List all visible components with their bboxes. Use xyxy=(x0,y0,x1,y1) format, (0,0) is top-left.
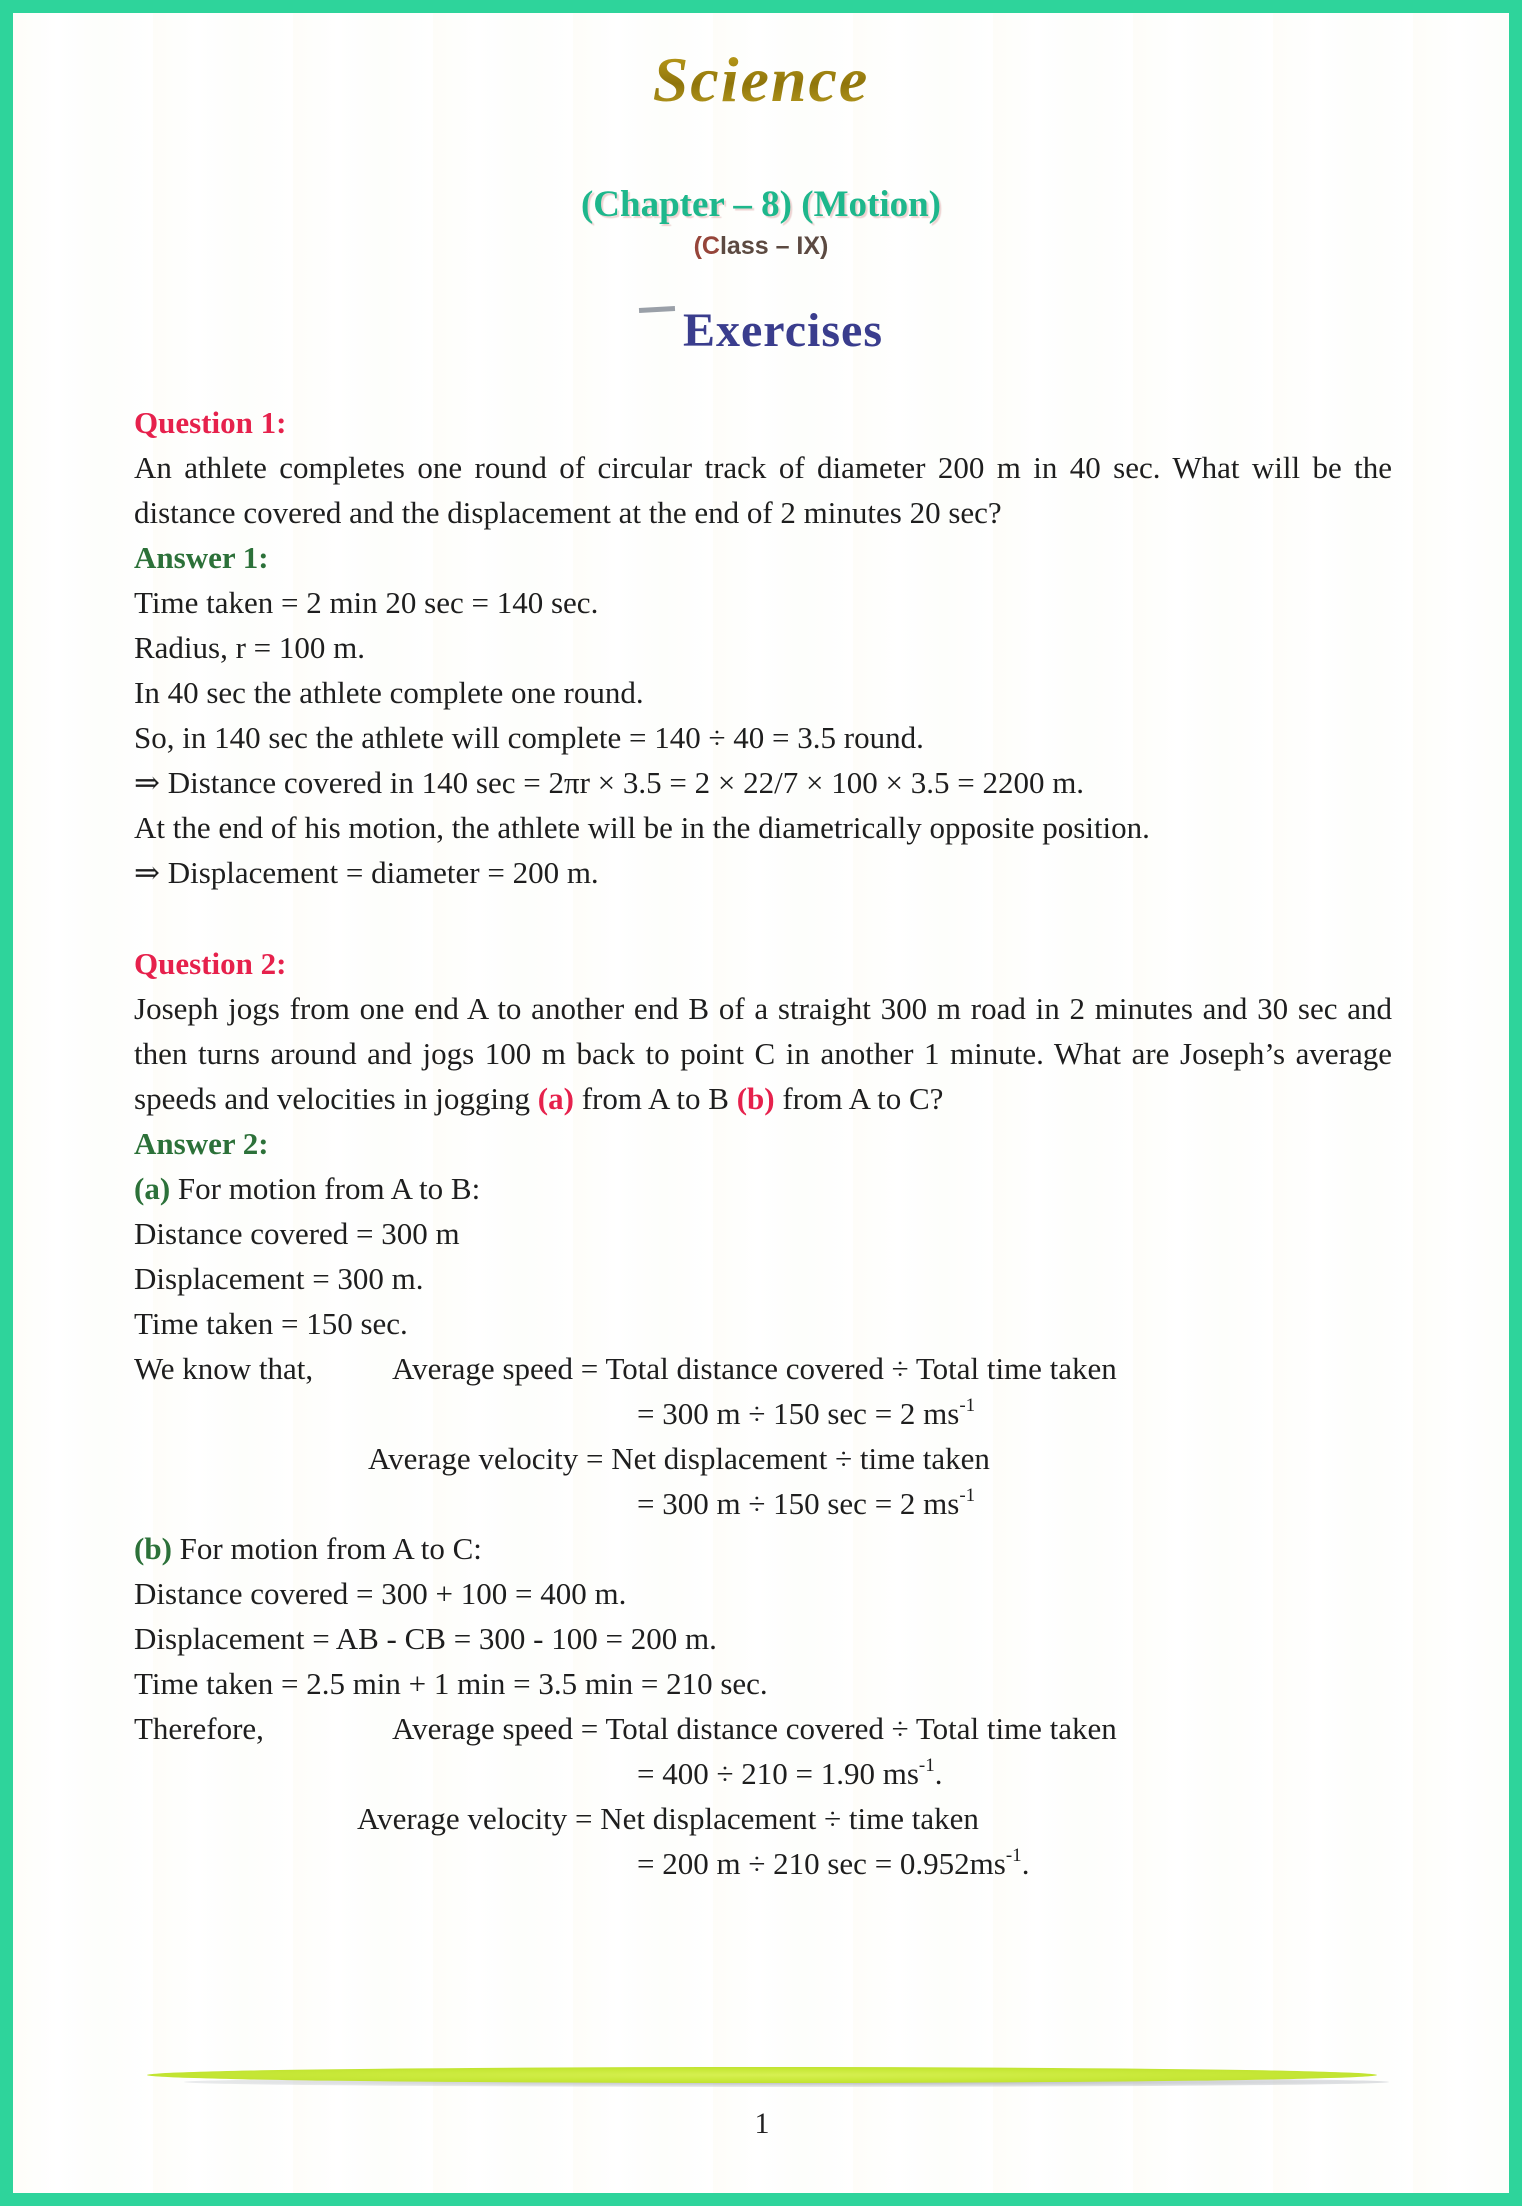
page-content xyxy=(13,400,1509,1886)
part-b-marker: (b) xyxy=(134,1531,172,1566)
answer-line: ⇒ Displacement = diameter = 200 m. xyxy=(134,855,599,890)
formula-line xyxy=(134,1796,1392,1841)
formula-text: Average velocity = Net displacement ÷ time taken xyxy=(357,1801,979,1836)
formula-text: Average velocity = Net displacement ÷ time taken xyxy=(368,1441,990,1476)
question-2-text xyxy=(134,986,1392,1121)
answer-line: At the end of his motion, the athlete will be in the diametrically opposite position. xyxy=(134,810,1150,845)
page-header xyxy=(13,43,1509,358)
answer-line: ⇒ Distance covered in 140 sec = 2πr × 3.5 = 2 × 22/7 × 100 × 3.5 = 2200 m. xyxy=(134,765,1085,800)
answer-part-b-heading xyxy=(134,1526,1392,1571)
answer-line: Distance covered = 300 m xyxy=(134,1216,460,1251)
answer-2-section xyxy=(134,1121,1392,1886)
answer-line: Time taken = 150 sec. xyxy=(134,1306,408,1341)
answer-1-label: Answer 1: xyxy=(134,540,269,575)
dash-mark xyxy=(639,306,675,313)
answer-line: Time taken = 2 min 20 sec = 140 sec. xyxy=(134,585,599,620)
part-a-heading-text: For motion from A to B: xyxy=(170,1171,481,1206)
answer-line: Distance covered = 300 + 100 = 400 m. xyxy=(134,1576,627,1611)
answer-line: In 40 sec the athlete complete one round. xyxy=(134,675,644,710)
question-2-text-part: from A to C? xyxy=(774,1081,944,1116)
answer-1-section xyxy=(134,535,1392,895)
equation-line xyxy=(134,1841,1392,1886)
answer-line: Radius, r = 100 m. xyxy=(134,630,366,665)
class-heading-part: (C xyxy=(693,232,720,260)
option-a-marker: (a) xyxy=(537,1081,574,1116)
page-footer xyxy=(147,2067,1377,2141)
equation-text: = 400 ÷ 210 = 1.90 ms xyxy=(637,1756,919,1791)
answer-line: So, in 140 sec the athlete will complete = 140 ÷ 40 = 3.5 round. xyxy=(134,720,924,755)
formula-line xyxy=(134,1706,1392,1751)
answer-line: Displacement = AB - CB = 300 - 100 = 200 m. xyxy=(134,1621,717,1656)
equation-text: . xyxy=(1021,1846,1030,1881)
page-title: Science xyxy=(13,43,1509,117)
answer-part-a-heading xyxy=(134,1166,1392,1211)
section-divider xyxy=(147,2067,1377,2091)
formula-text: Average speed = Total distance covered ÷ Total time taken xyxy=(392,1351,1117,1386)
question-2-section xyxy=(134,941,1392,1121)
equation-line xyxy=(134,1481,1392,1526)
superscript-exponent: -1 xyxy=(918,1754,935,1776)
formula-text: Average speed = Total distance covered ÷ Total time taken xyxy=(392,1711,1117,1746)
class-heading-part: lass – IX) xyxy=(719,232,829,260)
answer-line: Displacement = 300 m. xyxy=(134,1261,424,1296)
answer-2-label: Answer 2: xyxy=(134,1126,269,1161)
part-b-heading-text: For motion from A to C: xyxy=(171,1531,482,1566)
question-2-text-part: Joseph jogs from one end A to another end B of a straight 300 m road in 2 minutes and 30 sec and then turns around and jogs 100 m back to point C in another 1 minute. What are Joseph’s average speeds and velocities in jogging xyxy=(134,991,1392,1116)
equation-text: = 200 m ÷ 210 sec = 0.952ms xyxy=(637,1846,1006,1881)
exercises-heading: Exercises xyxy=(682,304,884,357)
equation-line xyxy=(134,1391,1392,1436)
formula-prefix: We know that, xyxy=(134,1351,314,1386)
superscript-exponent: -1 xyxy=(959,1394,976,1416)
exercises-heading-row xyxy=(13,303,1509,358)
answer-line: Time taken = 2.5 min + 1 min = 3.5 min = 210 sec. xyxy=(134,1666,768,1701)
part-a-marker: (a) xyxy=(134,1171,171,1206)
equation-text: = 300 m ÷ 150 sec = 2 ms xyxy=(637,1396,960,1431)
question-2-label: Question 2: xyxy=(134,946,287,981)
equation-text: = 300 m ÷ 150 sec = 2 ms xyxy=(637,1486,960,1521)
chapter-heading: (Chapter – 8) (Motion) xyxy=(580,184,941,225)
formula-prefix: Therefore, xyxy=(134,1711,264,1746)
divider-leaf xyxy=(147,2067,1377,2083)
formula-line xyxy=(134,1346,1392,1391)
question-1-text: An athlete completes one round of circular track of diameter 200 m in 40 sec. What will be the distance covered and the displacement at the end of 2 minutes 20 sec? xyxy=(134,450,1392,530)
formula-line xyxy=(134,1436,1392,1481)
equation-line xyxy=(134,1751,1392,1796)
question-2-text-part: from A to B xyxy=(573,1081,737,1116)
option-b-marker: (b) xyxy=(736,1081,775,1116)
question-1-section xyxy=(134,400,1392,535)
page-number: 1 xyxy=(754,2107,770,2140)
equation-text: . xyxy=(934,1756,943,1791)
superscript-exponent: -1 xyxy=(1005,1844,1022,1866)
superscript-exponent: -1 xyxy=(959,1484,976,1506)
question-1-label: Question 1: xyxy=(134,405,287,440)
class-heading xyxy=(13,232,1509,261)
